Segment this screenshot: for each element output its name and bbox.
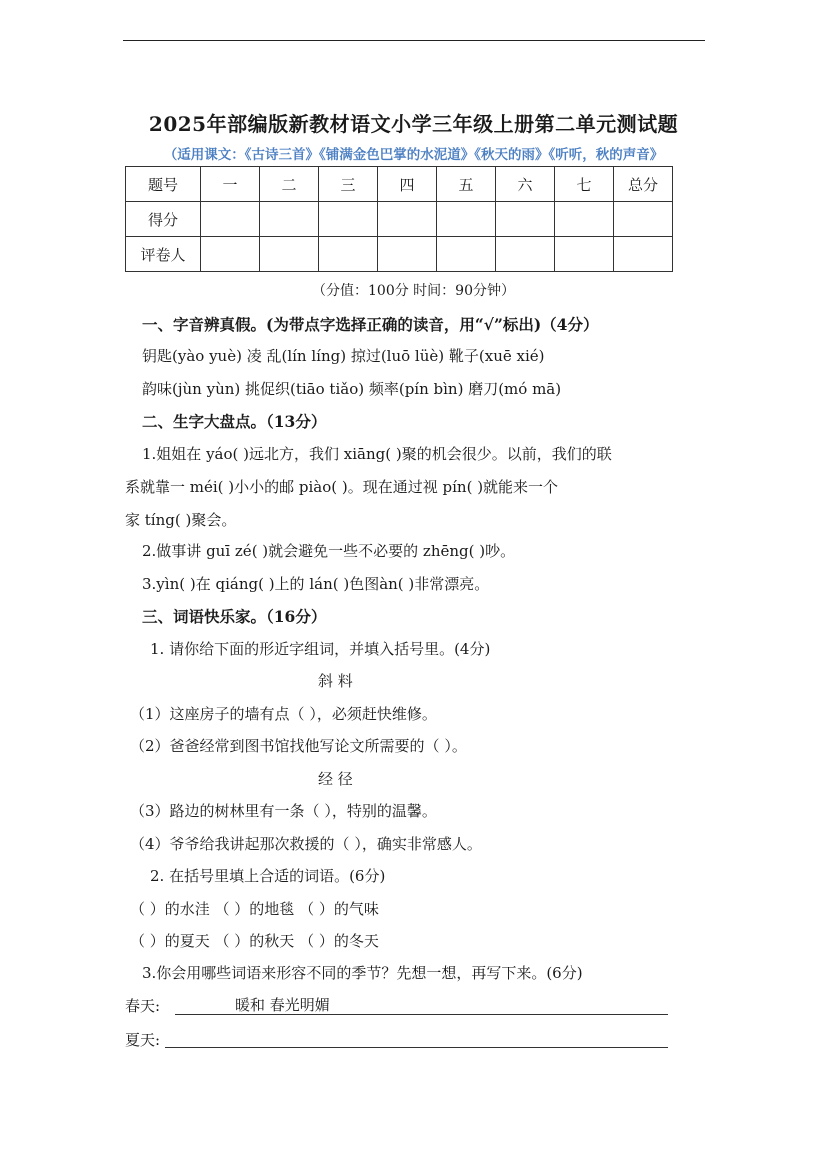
grader-row: [126, 237, 673, 272]
applicable-lessons: （适用课文：《古诗三首》《铺满金色巴掌的水泥道》《秋天的雨》《听听，秋的声音》: [163, 147, 664, 163]
score-row: [126, 202, 673, 237]
score-table: [125, 166, 673, 272]
q3-1-title: 1. 请你给下面的形近字组词，并填入括号里。(4分): [150, 640, 491, 658]
score-cell[interactable]: [378, 202, 437, 237]
header-cell: 总分: [614, 167, 673, 202]
fill-words-line-1: （ ）的水洼 （ ）的地毯 （ ）的气味: [130, 900, 379, 918]
q2-3: 3.yìn( )在 qiáng( )上的 lán( )色图àn( )非常漂亮。: [142, 575, 490, 593]
q3-2-title: 2. 在括号里填上合适的词语。(6分): [150, 867, 386, 885]
q2-1-line-2: 系就靠一 méi( )小小的邮 piào( )。现在通过视 pín( )就能来一个: [125, 478, 559, 496]
score-cell[interactable]: [555, 202, 614, 237]
section1-heading: 一、字音辨真假。(为带点字选择正确的读音，用“√”标出)（4分）: [142, 315, 599, 334]
row-label: 评卷人: [126, 237, 201, 272]
section2-heading: 二、生字大盘点。（13分）: [142, 412, 327, 431]
q3-3-title: 3.你会用哪些词语来形容不同的季节？先想一想，再写下来。(6分): [142, 964, 583, 982]
header-cell: 四: [378, 167, 437, 202]
char-pair-2: 经 径: [318, 770, 353, 788]
grader-cell[interactable]: [319, 237, 378, 272]
score-cell[interactable]: [319, 202, 378, 237]
spring-answer: 暖和 春光明媚: [235, 996, 330, 1014]
score-cell[interactable]: [437, 202, 496, 237]
summer-label: 夏天:: [125, 1031, 161, 1049]
q2-2: 2.做事讲 guī zé( )就会避免一些不必要的 zhēng( )吵。: [142, 542, 516, 560]
section3-heading: 三、词语快乐家。（16分）: [142, 607, 327, 626]
sentence-1: （1）这座房子的墙有点（ ），必须赶快维修。: [130, 705, 437, 723]
pinyin-line-2: 韵味(jùn yùn) 挑促织(tiāo tiǎo) 频率(pín bìn) 磨刀(mó mā): [142, 380, 562, 398]
summer-answer-line[interactable]: [165, 1047, 668, 1048]
spring-label: 春天:: [125, 997, 161, 1015]
grader-cell[interactable]: [614, 237, 673, 272]
sentence-2: （2）爸爸经常到图书馆找他写论文所需要的（ ）。: [130, 737, 467, 755]
grader-cell[interactable]: [378, 237, 437, 272]
grader-cell[interactable]: [437, 237, 496, 272]
header-cell: 二: [260, 167, 319, 202]
grader-cell[interactable]: [555, 237, 614, 272]
grader-cell[interactable]: [201, 237, 260, 272]
q2-1-line-1: 1.姐姐在 yáo( )远北方，我们 xiāng( )聚的机会很少。以前，我们的联: [142, 445, 612, 463]
fill-words-line-2: （ ）的夏天 （ ）的秋天 （ ）的冬天: [130, 932, 379, 950]
exam-info: （分值：100分 时间：90分钟）: [312, 283, 515, 299]
header-cell: 三: [319, 167, 378, 202]
sentence-4: （4）爷爷给我讲起那次救援的（ ），确实非常感人。: [130, 835, 482, 853]
score-cell[interactable]: [201, 202, 260, 237]
q2-1-line-3: 家 tíng( )聚会。: [125, 511, 237, 529]
header-cell: 五: [437, 167, 496, 202]
spring-answer-line[interactable]: [175, 1014, 668, 1015]
sentence-3: （3）路边的树林里有一条（ ），特别的温馨。: [130, 802, 437, 820]
char-pair-1: 斜 料: [318, 672, 353, 690]
grader-cell[interactable]: [496, 237, 555, 272]
pinyin-line-1: 钥匙(yào yuè) 凌 乱(lín líng) 掠过(luō lüè) 靴子(xuē xié): [142, 347, 545, 365]
grader-cell[interactable]: [260, 237, 319, 272]
header-cell: 题号: [126, 167, 201, 202]
row-label: 得分: [126, 202, 201, 237]
page-title: 2025年部编版新教材语文小学三年级上册第二单元测试题: [148, 112, 679, 136]
score-cell[interactable]: [614, 202, 673, 237]
score-cell[interactable]: [260, 202, 319, 237]
header-cell: 七: [555, 167, 614, 202]
header-cell: 六: [496, 167, 555, 202]
score-table-header-row: [126, 167, 673, 202]
header-rule: [123, 40, 705, 41]
score-cell[interactable]: [496, 202, 555, 237]
header-cell: 一: [201, 167, 260, 202]
